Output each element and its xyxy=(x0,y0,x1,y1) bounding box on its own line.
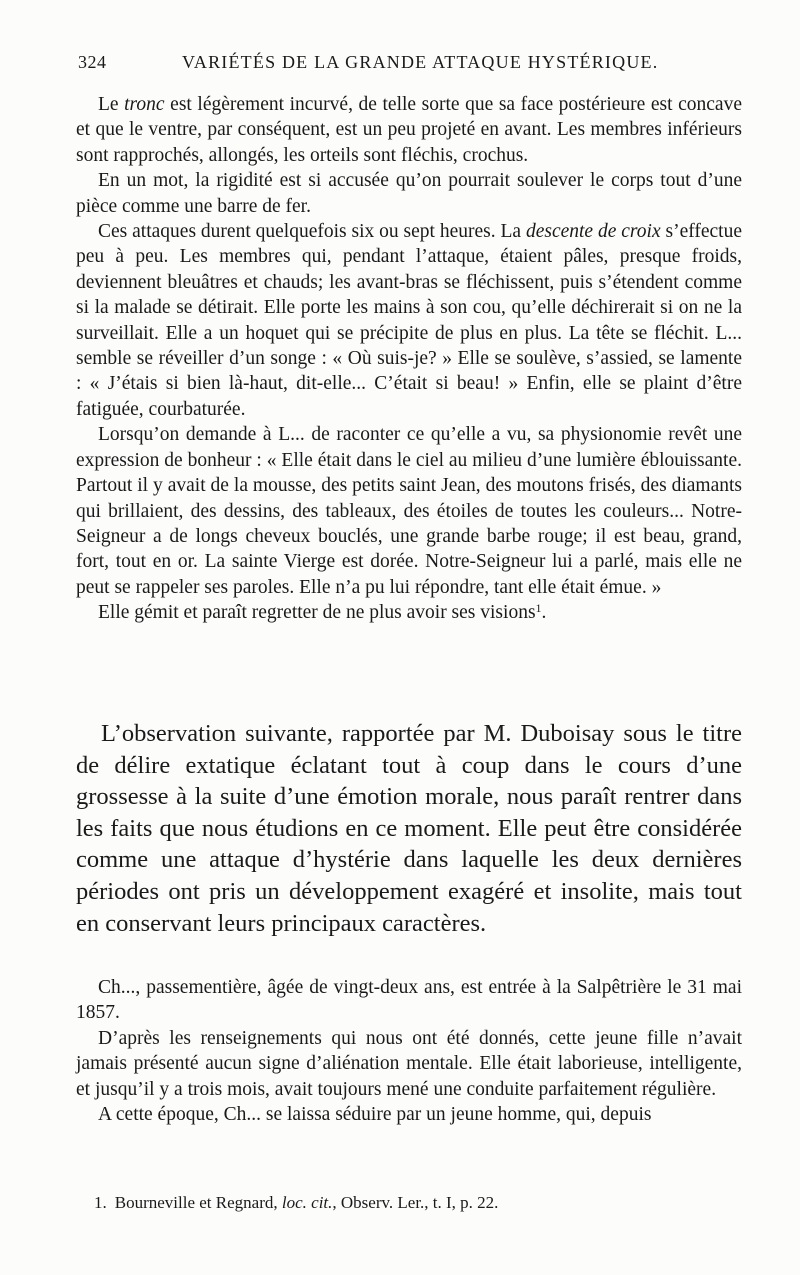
footnote: 1. Bourneville et Regnard, loc. cit., Observ. Ler., t. I, p. 22. xyxy=(94,1193,499,1212)
footnote-label: 1. xyxy=(94,1193,107,1212)
paragraph: Elle gémit et paraît regretter de ne plus avoir ses visions$^1$. xyxy=(98,601,547,624)
italic-term: tronc xyxy=(124,94,165,115)
large-paragraph: L’observation suivante, rapportée par M. Duboisay sous le titre de délire extatique éclatant tout à coup dans le cours d’une grossesse à la suite d’une émotion morale, nous paraît rentrer dans les faits que nous étudions en ce moment. Elle peut être considérée comme une attaque d’hystérie dans laquelle les deux dernières périodes ont pris un développement exagéré et insolite, mais tout en conservant leurs principaux caractères. xyxy=(76,720,742,937)
footnote-reference: 1 xyxy=(535,601,542,616)
paragraph: D’après les renseignements qui nous ont été donnés, cette jeune fille n’avait jamais présenté aucun signe d’aliénation mentale. Elle était laborieuse, intelligente, et jusqu’il y a trois mois, avait toujours mené une conduite parfaitement régulière. xyxy=(76,1027,742,1100)
body-text xyxy=(76,92,742,626)
paragraph: Lorsqu’on demande à L... de raconter ce qu’elle a vu, sa physionomie revêt une expression de bonheur : « Elle était dans le ciel au milieu d’une lumière éblouissante. Partout il y avait de la mousse, des petits saint Jean, des moutons frisés, des diamants qui brillaient, des dessins, des tableaux, des étoiles de toutes les couleurs... Notre-Seigneur a de longs cheveux bouclés, une grande barbe rouge; il est beau, grand, fort, tout en or. La sainte Vierge est dorée. Notre-Seigneur lui a parlé, mais elle ne peut se rappeler ses paroles. Elle n’a pu lui répondre, tant elle était émue. » xyxy=(76,424,742,598)
italic-term: loc. cit. xyxy=(281,1193,333,1212)
paragraph: Ch..., passementière, âgée de vingt-deux ans, est entrée à la Salpêtrière le 31 mai 1857. xyxy=(76,977,742,1024)
paragraph: Le tronc est légèrement incurvé, de telle sorte que sa face postérieure est concave et que le ventre, par conséquent, est un peu projeté en avant. Les membres inférieurs sont rapprochés, allongés, les orteils sont fléchis, crochus. xyxy=(76,94,742,166)
large-type-section xyxy=(76,718,742,939)
page-number: 324 xyxy=(78,52,107,72)
paragraph: En un mot, la rigidité est si accusée qu’on pourrait soulever le corps tout d’une pièce comme une barre de fer. xyxy=(76,170,742,217)
running-title: VARIÉTÉS DE LA GRANDE ATTAQUE HYSTÉRIQUE. xyxy=(182,52,659,72)
case-report xyxy=(76,975,742,1127)
italic-term: descente de croix xyxy=(525,221,661,243)
paragraph: Ces attaques durent quelquefois six ou sept heures. La descente de croix s’effectue peu à peu. Les membres qui, pendant l’attaque, étaient pâles, presque froids, deviennent bleuâtres et chauds; les avant-bras se fléchissent, puis s’étendent comme si la malade se détirait. Elle porte les mains à son cou, qu’elle déchirerait si on ne la surveillait. Elle a un hoquet qui se précipite de plus en plus. La tête se fléchit. L... semble se réveiller d’un songe : « Où suis-je? » Elle se soulève, s’assied, se lamente : « J’étais si bien là-haut, dit-elle... C’était si beau! » Enfin, elle se plaint d’être fatiguée, courbaturée. xyxy=(76,221,743,420)
paragraph: A cette époque, Ch... se laissa séduire par un jeune homme, qui, depuis xyxy=(98,1104,652,1126)
page-header xyxy=(78,52,742,73)
